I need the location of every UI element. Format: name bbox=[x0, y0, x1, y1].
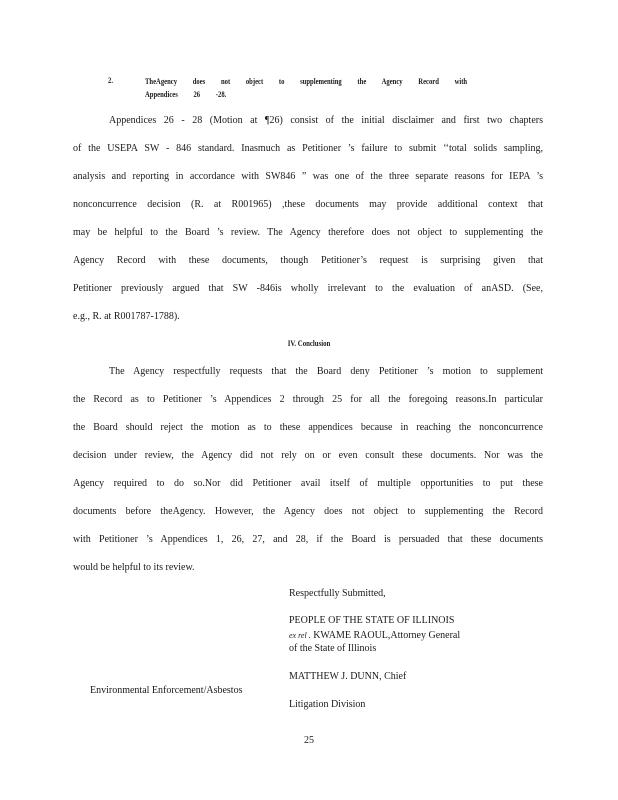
paragraph-line: e.g., R. at R001787-1788). bbox=[73, 311, 180, 322]
attorney-name: KWAME RAOUL,Attorney General bbox=[313, 630, 461, 641]
paragraph-line: would be helpful to its review. bbox=[73, 562, 195, 573]
paragraph-line: may be helpful to the Board ’s review. The Agency therefore does not object to supplementing the bbox=[73, 227, 543, 238]
paragraph-line: Petitioner previously argued that SW -846is wholly irrelevant to the evaluation of anASD. (See, bbox=[73, 283, 543, 294]
signature-party: PEOPLE OF THE STATE OF ILLINOIS bbox=[289, 615, 455, 626]
paragraph-line: documents before theAgency. However, the Agency does not object to supplementing the Record bbox=[73, 506, 543, 517]
signature-attorney-line bbox=[289, 630, 460, 641]
section-title-conclusion: IV. Conclusion bbox=[287, 339, 331, 348]
ex-rel-text: ex rel . bbox=[289, 631, 311, 640]
paragraph-line: Appendices 26 - 28 (Motion at ¶26) consist of the initial disclaimer and first two chapters bbox=[109, 115, 543, 126]
section-heading-line-1: TheAgency does not object to supplementing the Agency Record with bbox=[145, 76, 468, 86]
signature-closing: Respectfully Submitted, bbox=[289, 588, 386, 599]
section-heading bbox=[145, 75, 467, 101]
signature-chief: MATTHEW J. DUNN, Chief bbox=[289, 671, 407, 682]
heading-number: 2. bbox=[108, 75, 113, 85]
paragraph-line: the Record as to Petitioner ’s Appendices 2 through 25 for all the foregoing reasons.In particular bbox=[73, 394, 543, 405]
paragraph-line: of the USEPA SW - 846 standard. Inasmuch as Petitioner ’s failure to submit ‘‘total solids sampling, bbox=[73, 143, 543, 154]
paragraph-line: Agency Record with these documents, though Petitioner’s request is surprising given that bbox=[73, 255, 543, 266]
section-heading-line-2: Appendices 26 -28. bbox=[145, 89, 227, 99]
signature-state-line: of the State of Illinois bbox=[289, 643, 377, 654]
signature-division-left: Environmental Enforcement/Asbestos bbox=[90, 685, 243, 696]
paragraph-line: analysis and reporting in accordance with SW846 ” was one of the three separate reasons for IEPA ’s bbox=[73, 171, 543, 182]
paragraph-line: with Petitioner ’s Appendices 1, 26, 27, and 28, if the Board is persuaded that these documents bbox=[73, 534, 543, 545]
paragraph-line: Agency required to do so.Nor did Petitioner avail itself of multiple opportunities to put these bbox=[73, 478, 543, 489]
paragraph-line: the Board should reject the motion as to these appendices because in reaching the nonconcurrence bbox=[73, 422, 543, 433]
paragraph-line: nonconcurrence decision (R. at R001965) ,these documents may provide additional context that bbox=[73, 199, 543, 210]
page-number: 25 bbox=[304, 735, 314, 746]
signature-division-right: Litigation Division bbox=[289, 699, 366, 710]
paragraph-line: The Agency respectfully requests that the Board deny Petitioner ’s motion to supplement bbox=[109, 366, 543, 377]
paragraph-line: decision under review, the Agency did not rely on or even consult these documents. Nor was the bbox=[73, 450, 543, 461]
